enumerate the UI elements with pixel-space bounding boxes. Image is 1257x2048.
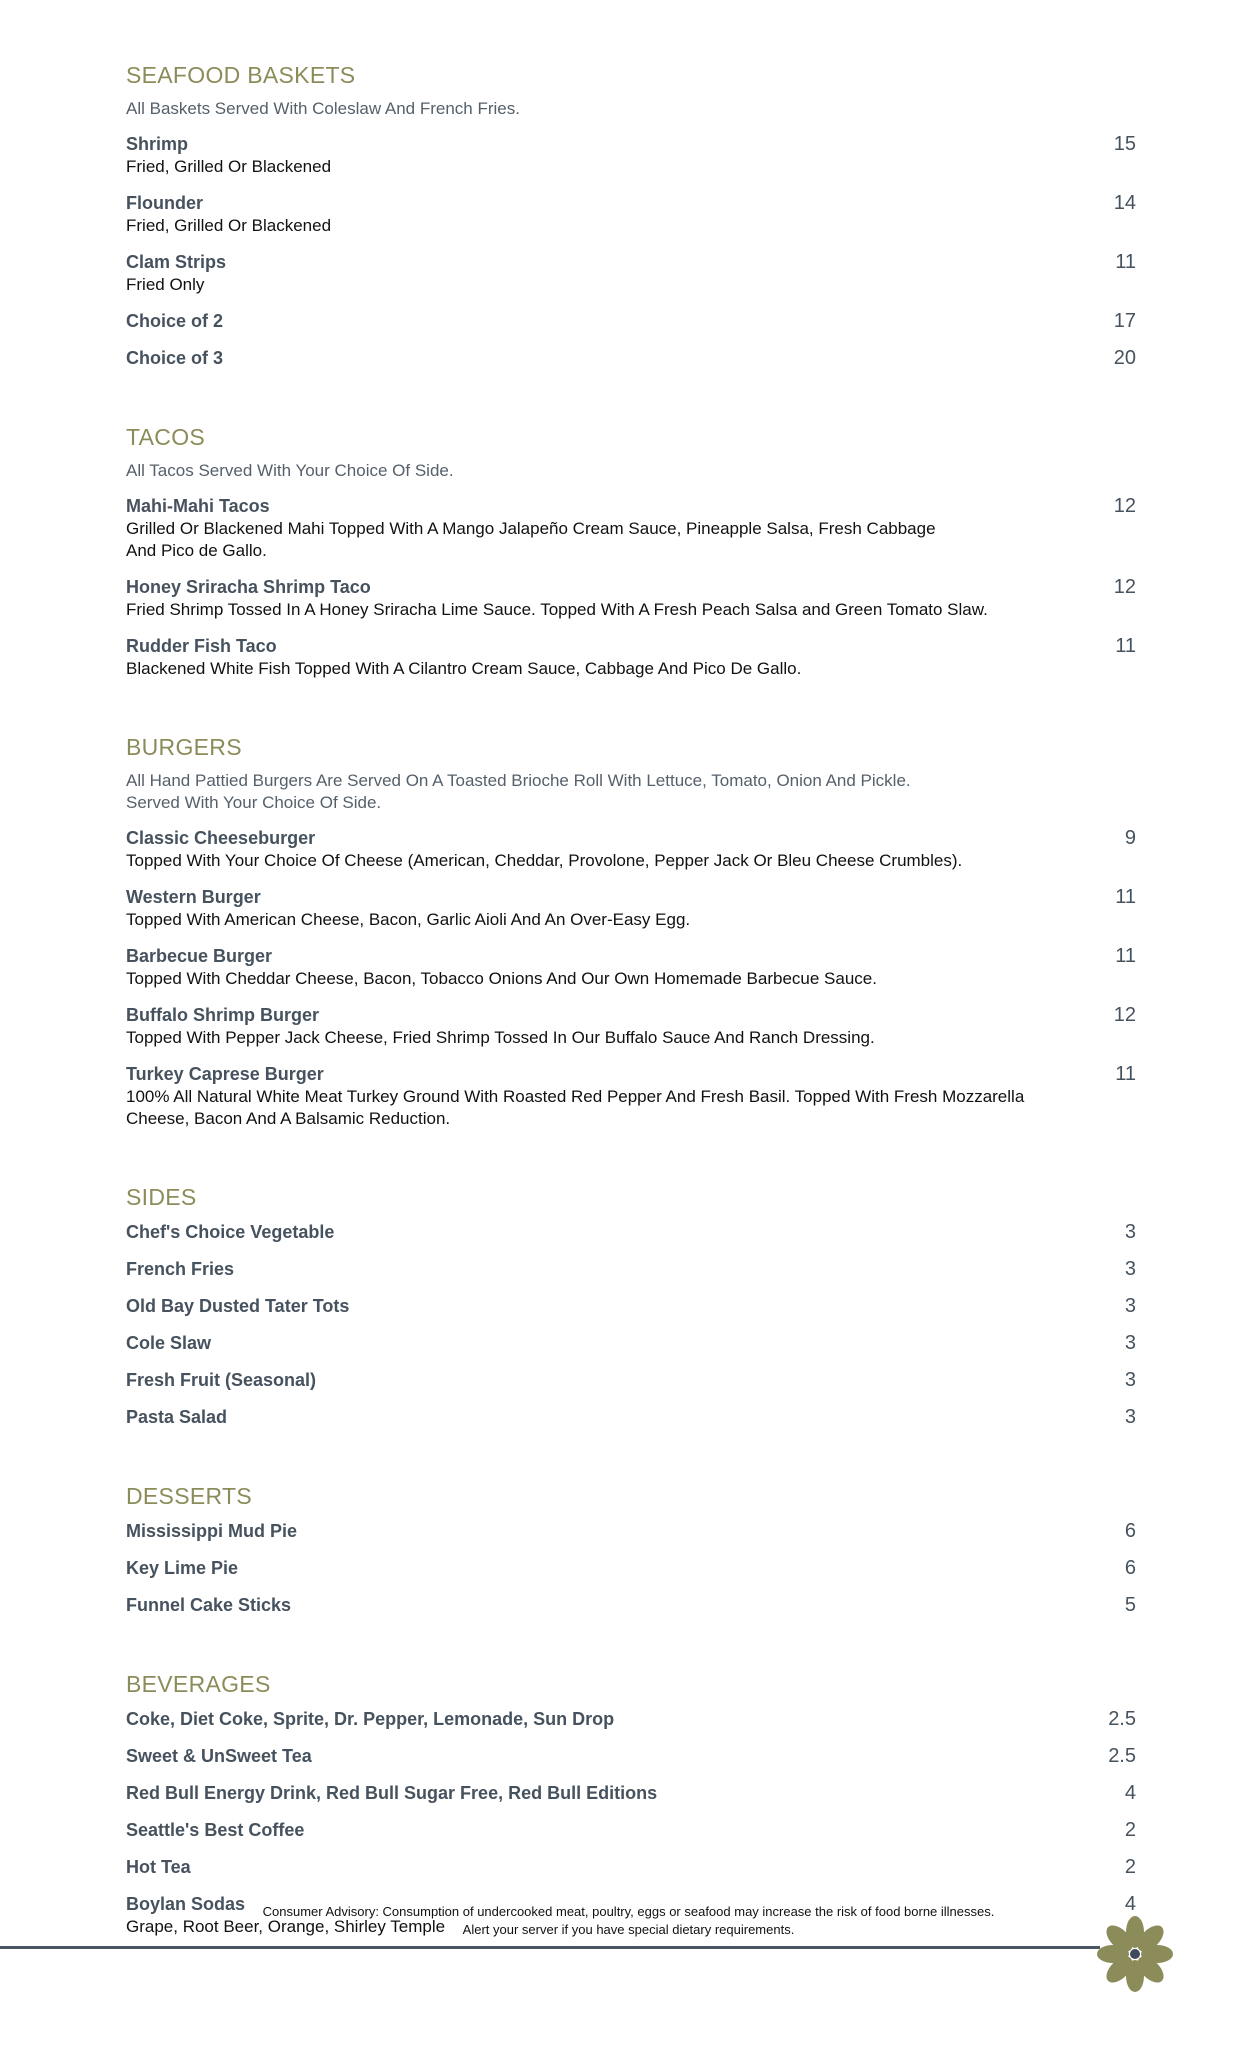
- item-price: 6: [1124, 1520, 1136, 1542]
- flower-center: [1130, 1949, 1140, 1959]
- section-title: TACOS: [126, 424, 206, 450]
- footer-divider: [0, 1946, 1100, 1949]
- menu-item: [126, 1405, 1136, 1429]
- section-title: SEAFOOD BASKETS: [126, 62, 356, 88]
- menu-item: [126, 309, 1136, 333]
- menu-item: [126, 1257, 1136, 1281]
- item-price: 3: [1124, 1258, 1136, 1280]
- item-price: 3: [1124, 1332, 1136, 1354]
- item-price: 4: [1124, 1782, 1136, 1804]
- item-price: 2.5: [1108, 1745, 1136, 1767]
- menu-item: [126, 1294, 1136, 1318]
- item-name: Buffalo Shrimp Burger: [126, 1005, 320, 1025]
- menu-item: [126, 826, 1136, 872]
- item-price: 11: [1115, 886, 1136, 908]
- item-price: 12: [1113, 1004, 1136, 1026]
- item-name: Western Burger: [126, 887, 261, 907]
- item-name: Hot Tea: [126, 1857, 191, 1877]
- menu-item: [126, 1556, 1136, 1580]
- menu-item: [126, 346, 1136, 370]
- item-name: Shrimp: [126, 134, 189, 154]
- item-price: 2.5: [1108, 1708, 1136, 1730]
- item-description: Topped With Your Choice Of Cheese (American, Cheddar, Provolone, Pepper Jack Or Bleu Cheese Crumbles).: [126, 851, 963, 870]
- menu-item: [126, 494, 1136, 562]
- item-price: 3: [1124, 1295, 1136, 1317]
- item-name: Rudder Fish Taco: [126, 636, 277, 656]
- item-name: Chef's Choice Vegetable: [126, 1222, 335, 1242]
- item-description: Topped With Pepper Jack Cheese, Fried Shrimp Tossed In Our Buffalo Sauce And Ranch Dressing.: [126, 1028, 875, 1047]
- menu-item: [126, 250, 1136, 296]
- menu-item: [126, 885, 1136, 931]
- menu-item: [126, 1744, 1136, 1768]
- consumer-advisory: [0, 1903, 1257, 1939]
- item-name: Mississippi Mud Pie: [126, 1521, 298, 1541]
- item-description: Fried Only: [126, 275, 205, 294]
- item-price: 11: [1115, 1063, 1136, 1085]
- menu-item: [126, 1593, 1136, 1617]
- item-description: 100% All Natural White Meat Turkey Ground With Roasted Red Pepper And Fresh Basil. Topped With Fresh Mozzarella Cheese, Bacon And A Balsamic Reduction.: [126, 1087, 1025, 1128]
- advisory-line-1: Consumer Advisory: Consumption of undercooked meat, poultry, eggs or seafood may increase the risk of food borne illnesses.: [262, 1904, 995, 1919]
- item-name: Flounder: [126, 193, 203, 213]
- menu-item: [126, 1818, 1136, 1842]
- menu-item: [126, 1368, 1136, 1392]
- section-note: All Baskets Served With Coleslaw And French Fries.: [126, 99, 520, 118]
- item-price: 12: [1113, 495, 1136, 517]
- item-price: 2: [1124, 1819, 1136, 1841]
- item-name: Cole Slaw: [126, 1333, 212, 1353]
- item-name: French Fries: [126, 1259, 235, 1279]
- item-name: Key Lime Pie: [126, 1558, 239, 1578]
- item-price: 6: [1124, 1557, 1136, 1579]
- item-description: Topped With Cheddar Cheese, Bacon, Tobacco Onions And Our Own Homemade Barbecue Sauce.: [126, 969, 877, 988]
- menu-section: [126, 1182, 1136, 1429]
- section-title: BEVERAGES: [126, 1671, 271, 1697]
- menu-item: [126, 944, 1136, 990]
- menu: [126, 60, 1136, 1990]
- menu-item: [126, 1707, 1136, 1731]
- item-name: Old Bay Dusted Tater Tots: [126, 1296, 350, 1316]
- menu-section: [126, 1481, 1136, 1617]
- advisory-line-2: Alert your server if you have special dietary requirements.: [462, 1922, 795, 1937]
- item-price: 12: [1113, 576, 1136, 598]
- item-description: Fried, Grilled Or Blackened: [126, 216, 332, 235]
- section-note: All Hand Pattied Burgers Are Served On A Toasted Brioche Roll With Lettuce, Tomato, Onion And Pickle. Served With Your Choice Of Side.: [126, 771, 911, 812]
- item-price: 3: [1124, 1221, 1136, 1243]
- section-title: BURGERS: [126, 734, 242, 760]
- item-name: Funnel Cake Sticks: [126, 1595, 292, 1615]
- item-description: Grape, Root Beer, Orange, Shirley Temple: [126, 1917, 446, 1936]
- menu-item: [126, 1062, 1136, 1130]
- section-note: All Tacos Served With Your Choice Of Side.: [126, 461, 454, 480]
- menu-item: [126, 1331, 1136, 1355]
- item-price: 5: [1124, 1594, 1136, 1616]
- item-price: 20: [1113, 347, 1136, 369]
- item-price: 11: [1115, 251, 1136, 273]
- item-name: Turkey Caprese Burger: [126, 1064, 324, 1084]
- item-name: Red Bull Energy Drink, Red Bull Sugar Free, Red Bull Editions: [126, 1783, 658, 1803]
- item-name: Sweet & UnSweet Tea: [126, 1746, 312, 1766]
- menu-item: [126, 191, 1136, 237]
- item-name: Clam Strips: [126, 252, 227, 272]
- item-name: Barbecue Burger: [126, 946, 273, 966]
- section-title: SIDES: [126, 1184, 197, 1210]
- menu-section: [126, 422, 1136, 680]
- item-price: 3: [1124, 1406, 1136, 1428]
- item-name: Fresh Fruit (Seasonal): [126, 1370, 317, 1390]
- item-price: 4: [1124, 1893, 1136, 1915]
- item-name: Classic Cheeseburger: [126, 828, 316, 848]
- item-price: 11: [1115, 635, 1136, 657]
- menu-item: [126, 575, 1136, 621]
- flower-logo-icon: [1093, 1912, 1177, 1996]
- item-description: Fried Shrimp Tossed In A Honey Sriracha Lime Sauce. Topped With A Fresh Peach Salsa and Green Tomato Slaw.: [126, 600, 988, 619]
- item-name: Seattle's Best Coffee: [126, 1820, 305, 1840]
- menu-item: [126, 1855, 1136, 1879]
- item-name: Pasta Salad: [126, 1407, 228, 1427]
- item-name: Choice of 3: [126, 348, 224, 368]
- menu-section: [126, 1669, 1136, 1938]
- item-description: Blackened White Fish Topped With A Cilantro Cream Sauce, Cabbage And Pico De Gallo.: [126, 659, 802, 678]
- menu-section: [126, 732, 1136, 1130]
- menu-section: [126, 60, 1136, 370]
- item-price: 15: [1113, 133, 1136, 155]
- menu-item: [126, 132, 1136, 178]
- item-price: 2: [1124, 1856, 1136, 1878]
- item-description: Grilled Or Blackened Mahi Topped With A Mango Jalapeño Cream Sauce, Pineapple Salsa, Fresh Cabbage And Pico de Gallo.: [126, 519, 936, 560]
- menu-item: [126, 634, 1136, 680]
- menu-item: [126, 1003, 1136, 1049]
- item-price: 9: [1124, 827, 1136, 849]
- item-name: Choice of 2: [126, 311, 224, 331]
- item-name: Boylan Sodas: [126, 1894, 246, 1914]
- item-price: 11: [1115, 945, 1136, 967]
- menu-item: [126, 1781, 1136, 1805]
- item-name: Mahi-Mahi Tacos: [126, 496, 270, 516]
- item-price: 14: [1113, 192, 1136, 214]
- section-title: DESSERTS: [126, 1483, 252, 1509]
- menu-item: [126, 1220, 1136, 1244]
- item-price: 17: [1113, 310, 1136, 332]
- item-description: Fried, Grilled Or Blackened: [126, 157, 332, 176]
- item-name: Honey Sriracha Shrimp Taco: [126, 577, 371, 597]
- menu-item: [126, 1519, 1136, 1543]
- item-price: 3: [1124, 1369, 1136, 1391]
- item-description: Topped With American Cheese, Bacon, Garlic Aioli And An Over-Easy Egg.: [126, 910, 691, 929]
- item-name: Coke, Diet Coke, Sprite, Dr. Pepper, Lemonade, Sun Drop: [126, 1709, 615, 1729]
